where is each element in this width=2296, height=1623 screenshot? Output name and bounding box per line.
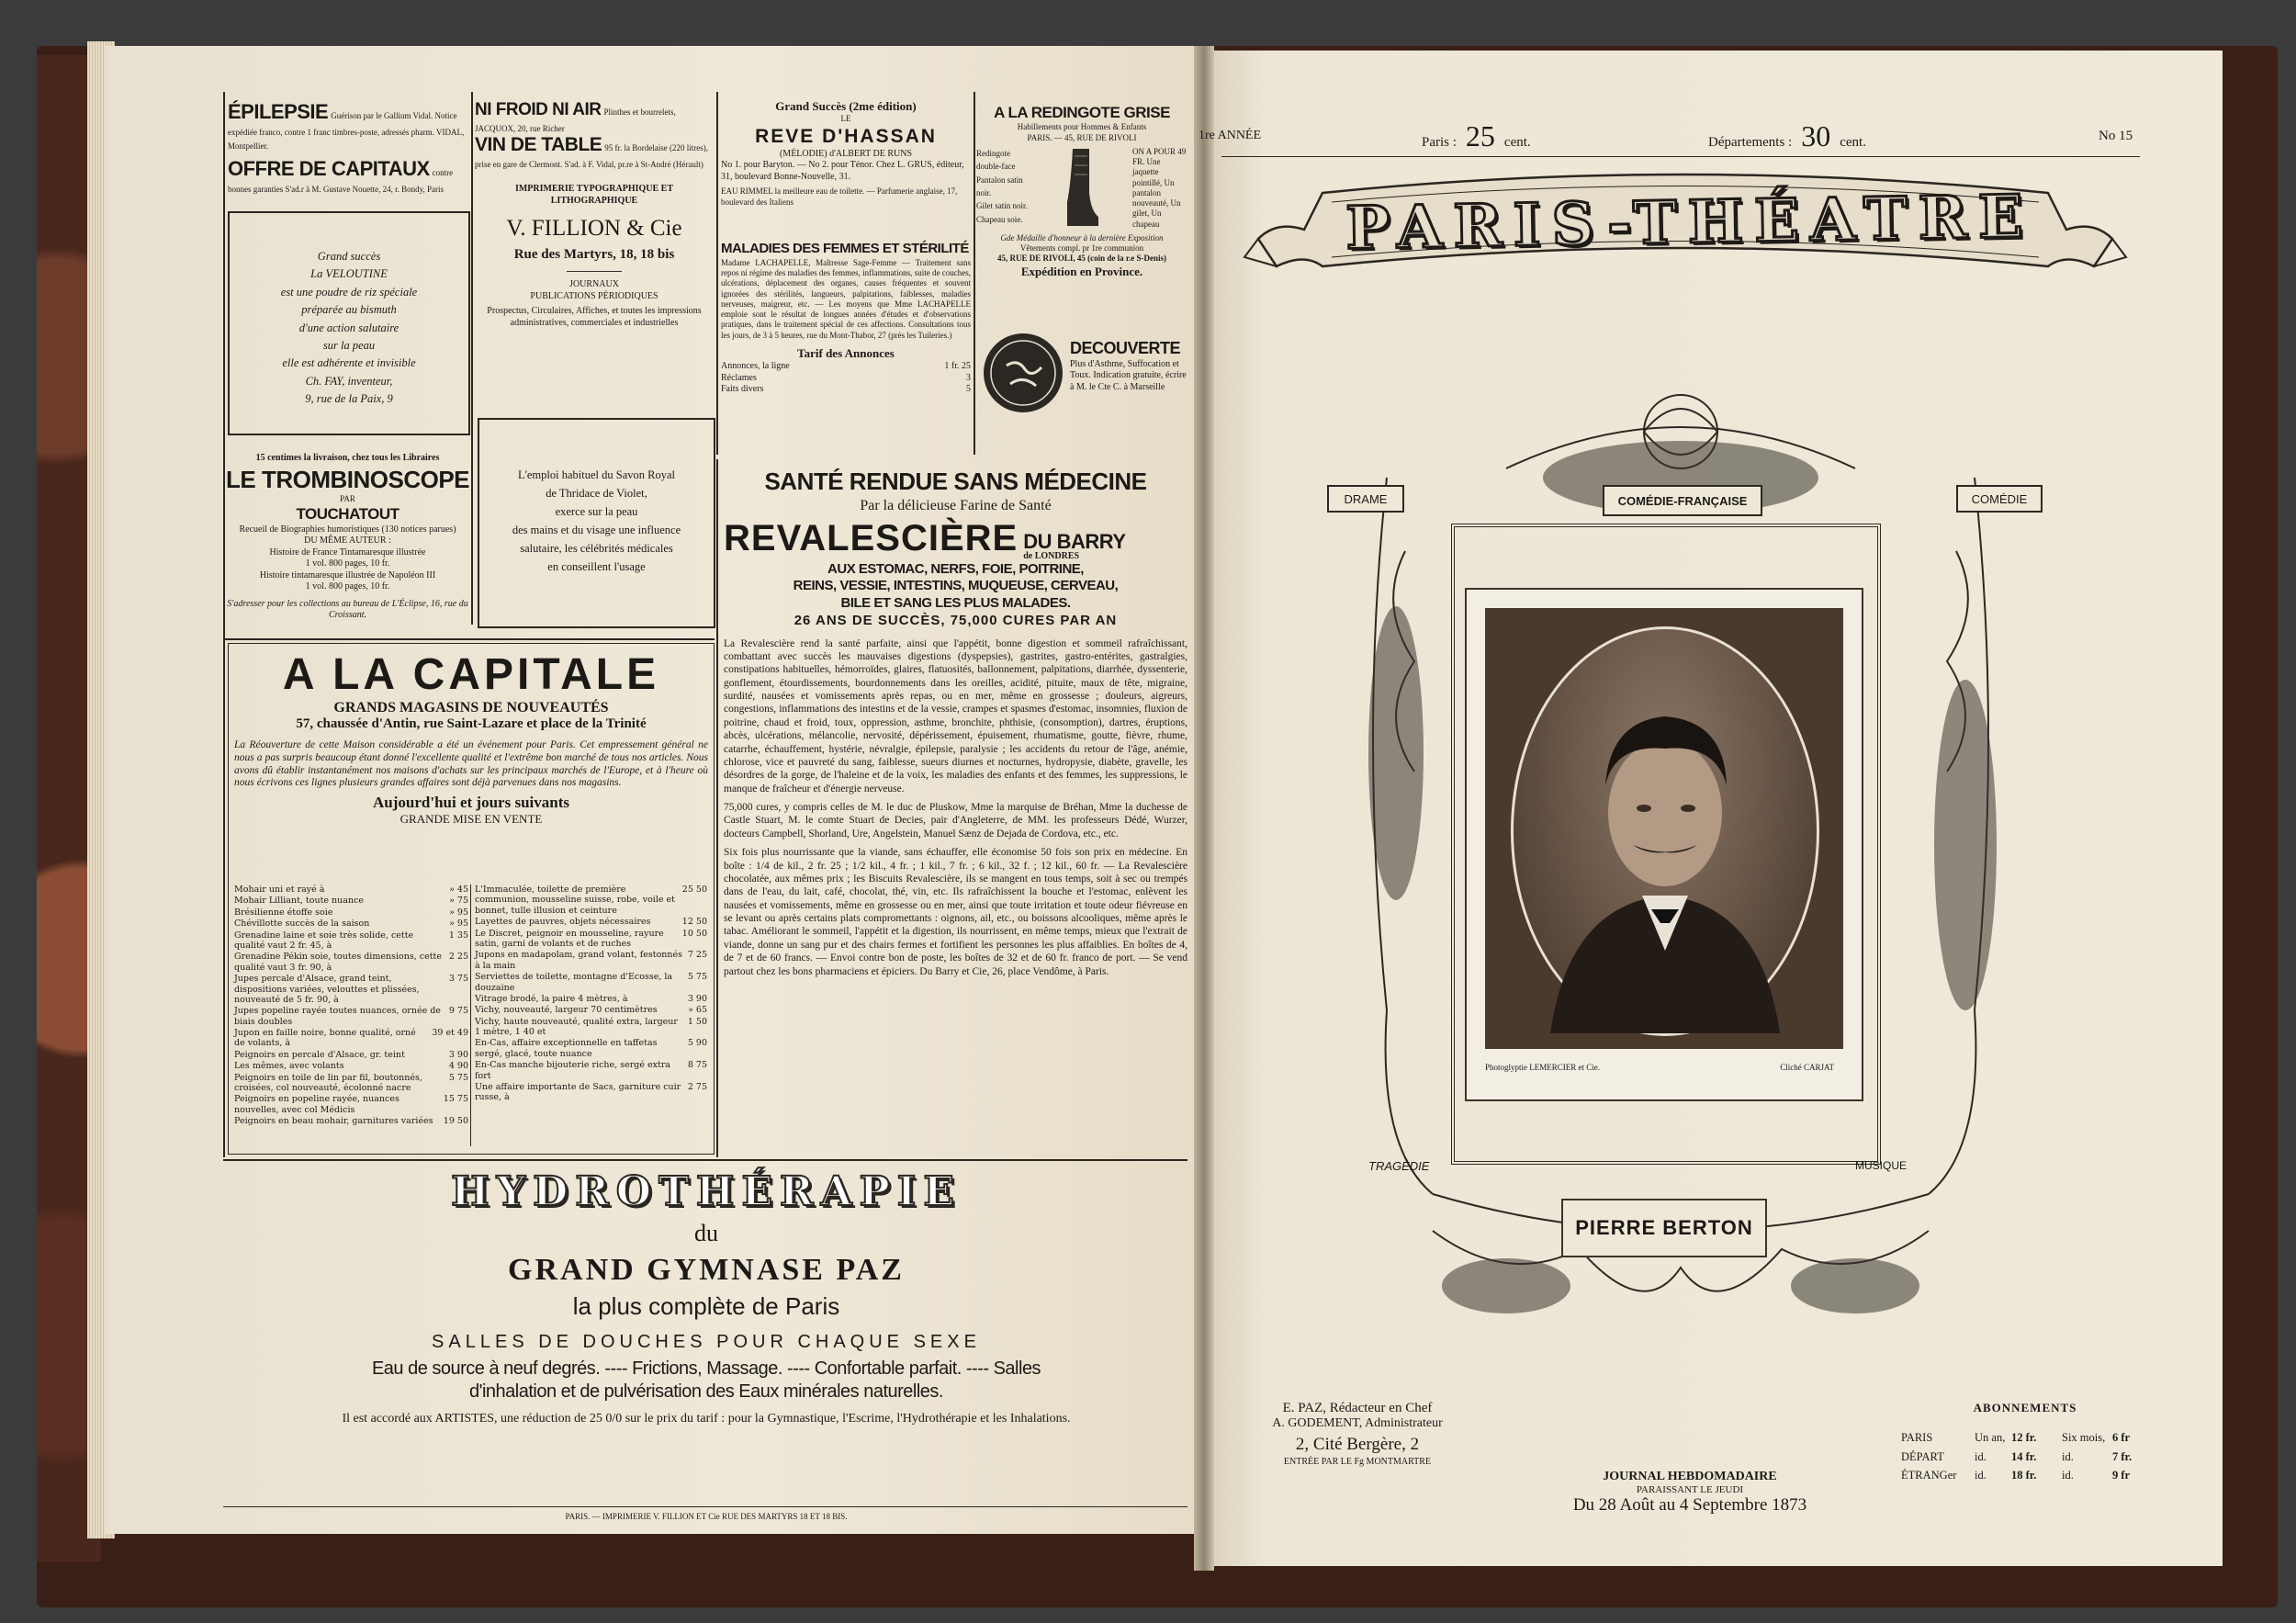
- price-value: 3 90: [687, 993, 707, 1004]
- veloutine-line: d'une action salutaire: [298, 321, 400, 334]
- revalesciere-london: de LONDRES: [1023, 550, 1080, 561]
- price-row: [234, 930, 468, 952]
- redingote-exp: Expédition en Province.: [1020, 264, 1143, 278]
- ad-vin-text: 95 fr. la Bordelaise (220 litres), prise en gare de Clermont. S'ad. à F. Vidal, pr.re à St-André (Hérault): [475, 143, 709, 170]
- capitale-list-left: [234, 885, 468, 1128]
- section-rule: [223, 1506, 1187, 1507]
- price-row: [234, 1028, 468, 1049]
- label-musique: MUSIQUE: [1855, 1159, 1908, 1172]
- price-paris-label: Paris :: [1422, 135, 1457, 150]
- veloutine-line: est une poudre de riz spéciale: [280, 285, 418, 299]
- price-value: 10 50: [681, 928, 707, 939]
- subscription-cell: 9 fr: [2112, 1469, 2131, 1482]
- tarif-label: Réclames: [721, 372, 757, 383]
- tarif-value: 3: [966, 372, 971, 383]
- price-value: » 65: [688, 1005, 707, 1016]
- price-row: [475, 885, 707, 916]
- price-row: [234, 974, 468, 1005]
- label-comedie: COMÉDIE: [1956, 485, 2043, 513]
- ad-vin-title: VIN DE TABLE: [475, 134, 602, 155]
- redingote-title: A LA REDINGOTE GRISE: [994, 104, 1170, 121]
- price-item: Mohair uni et rayé à: [234, 885, 325, 895]
- column-rule: [223, 92, 225, 1157]
- price-row: [475, 1017, 707, 1038]
- label-tragedie: TRAGÉDIE: [1368, 1159, 1430, 1173]
- sante-title: SANTÉ RENDUE SANS MÉDECINE: [764, 468, 1147, 495]
- price-value: » 75: [449, 896, 468, 907]
- price-value: 3 90: [448, 1049, 468, 1060]
- redingote-item: Gilet satin noir.: [976, 201, 1028, 211]
- fillion-name: V. FILLION & Cie: [506, 216, 682, 241]
- section-rule: [223, 1159, 1187, 1161]
- portrait-oval: [1511, 626, 1819, 1036]
- rimmel-text: EAU RIMMEL la meilleure eau de toilette. — Parfumerie anglaise, 17, boulevard des Italiens: [721, 186, 958, 207]
- veloutine-line: elle est adhérente et invisible: [282, 356, 416, 370]
- editor-line: E. PAZ, Rédacteur en Chef: [1282, 1401, 1433, 1415]
- hydro-note: Il est accordé aux ARTISTES, une réduction de 25 0/0 sur le prix du tarif : pour la Gymnastique, l'Escrime, l'Hydrothérapie et les Inhalations.: [342, 1411, 1071, 1426]
- price-row: [234, 1006, 468, 1027]
- capitale-mise: GRANDE MISE EN VENTE: [400, 812, 543, 827]
- price-item: Peignoirs en toile de lin par fil, boutonnés, croisées, col nouveauté, écolonné nacre: [234, 1072, 422, 1094]
- trombi-same: DU MÊME AUTEUR :: [304, 535, 391, 546]
- price-row: [234, 1061, 468, 1071]
- price-value: 25 50: [681, 885, 707, 895]
- ad-ni-froid: [475, 99, 714, 135]
- sante-l3: BILE ET SANG LES PLUS MALADES.: [840, 595, 1071, 611]
- ad-savon-box: [478, 418, 715, 628]
- ad-decouverte: [1070, 338, 1189, 393]
- capitale-list-right: [475, 885, 707, 1104]
- book-gutter: [1194, 46, 1214, 1571]
- ad-offre: [228, 156, 468, 196]
- price-row: [475, 917, 707, 927]
- masthead-price-paris: [1422, 119, 1531, 153]
- sante-l2: REINS, VESSIE, INTESTINS, MUQUEUSE, CERVEAU,: [793, 578, 1119, 594]
- ad-fillion: [475, 184, 714, 329]
- price-value: 19 50: [443, 1116, 468, 1127]
- subscription-cell: ÉTRANGer: [1901, 1469, 1957, 1482]
- price-row: [475, 1038, 707, 1059]
- fillion-journaux: JOURNAUX: [569, 279, 619, 289]
- price-row: [475, 950, 707, 971]
- revalesciere-du: DU BARRY: [1023, 529, 1126, 553]
- price-dept-unit: cent.: [1840, 135, 1866, 150]
- newspaper-title: PARIS-THÉATRE: [1345, 182, 2035, 264]
- capitale-addr: 57, chaussée d'Antin, rue Saint-Lazare et place de la Trinité: [296, 716, 647, 731]
- price-value: » 45: [449, 885, 468, 895]
- savon-line: exerce sur la peau: [555, 505, 638, 518]
- ad-froid-title: NI FROID NI AIR: [475, 100, 602, 119]
- hydro-plus: la plus complète de Paris: [572, 1292, 840, 1320]
- price-row: [234, 952, 468, 973]
- redingote-rivoli: 45, RUE DE RIVOLI, 45 (coin de la r.e S-Denis): [997, 254, 1166, 264]
- veloutine-line: sur la peau: [322, 338, 376, 352]
- price-row: [234, 1073, 468, 1094]
- ad-reve-hassan: [721, 99, 971, 208]
- ad-maladies: [721, 241, 971, 396]
- ad-capitale-box: [228, 643, 715, 1155]
- price-value: 5 90: [687, 1038, 707, 1049]
- price-item: Peignoirs en popeline rayée, nuances nouvelles, avec col Médicis: [234, 1094, 400, 1115]
- fillion-pubs: PUBLICATIONS PÉRIODIQUES: [530, 290, 658, 301]
- trombi-foot: S'adresser pour les collections au bureau de L'Éclipse, 16, rue du Croissant.: [227, 598, 468, 620]
- price-item: Vitrage brodé, la paire 4 mètres, à: [475, 993, 628, 1004]
- ad-revalesciere: [724, 467, 1187, 978]
- capitale-title: A LA CAPITALE: [282, 650, 660, 699]
- redingote-item: Redingote double-face: [976, 148, 1016, 172]
- journal-frequency: PARAISSANT LE JEUDI: [1636, 1484, 1744, 1495]
- masthead-rule: [1221, 156, 2140, 157]
- price-value: 39 et 49: [432, 1028, 468, 1039]
- price-row: [234, 907, 468, 918]
- price-row: [234, 1094, 468, 1115]
- subscription-rates: [1901, 1428, 2149, 1485]
- redingote-sub: Habillements pour Hommes & Enfants: [1017, 122, 1147, 132]
- price-item: L'Immaculée, toilette de première communion, mousseline suisse, robe, voile et bonnet, tulle illusion et ceinture: [475, 885, 675, 916]
- subscription-cell: Un an,: [1975, 1431, 2006, 1444]
- price-value: 7 25: [687, 950, 707, 961]
- redingote-vet: Vêtements compl. pr 1re communion: [1019, 243, 1144, 253]
- price-row: [234, 896, 468, 906]
- ad-epilepsie-title: ÉPILEPSIE: [228, 100, 329, 123]
- price-value: 2 75: [687, 1082, 707, 1093]
- ad-offre-title: OFFRE DE CAPITAUX: [228, 157, 430, 180]
- tarif-label: Annonces, la ligne: [721, 361, 790, 371]
- hydro-title: HYDROTHÉRAPIE: [451, 1168, 962, 1215]
- price-value: 5 75: [687, 972, 707, 983]
- subject-name-plate: PIERRE BERTON: [1561, 1199, 1767, 1257]
- sante-sub: Par la délicieuse Farine de Santé: [860, 497, 1052, 513]
- decouverte-medallion-icon: [981, 331, 1065, 415]
- trombi-v2: 1 vol. 800 pages, 10 fr.: [305, 581, 390, 592]
- fillion-lines: Prospectus, Circulaires, Affiches, et toutes les impressions administratives, commerciales et industrielles: [487, 306, 702, 328]
- price-row: [475, 1082, 707, 1103]
- masthead-price-dept: [1708, 119, 1866, 153]
- decouverte-text: Plus d'Asthme, Suffocation et Toux. Indication gratuite, écrire à M. le Cte C. à Marseille: [1070, 358, 1187, 392]
- tarif-label: Faits divers: [721, 384, 764, 394]
- column-rule: [974, 92, 975, 455]
- price-row: [234, 1050, 468, 1060]
- label-drame: DRAME: [1327, 485, 1404, 513]
- photo-credit-right: Cliché CARJAT: [1780, 1063, 1834, 1072]
- trombi-par: PAR: [340, 494, 355, 503]
- price-item: Vichy, nouveauté, largeur 70 centimètres: [475, 1005, 658, 1016]
- price-row: [475, 1005, 707, 1015]
- sante-p1: La Revalescière rend la santé parfaite, ainsi que l'appétit, bonne digestion et sommeil rafraîchissant, combattant avec succès les mauvaises digestions (dyspepsies), gastrites, gastro-entérites, gastralgies, constipations habituelles, hémorroïdes, glaires, flatuosités, ballonnement, palpitations, diarrhée, dyssenterie, gonflement, étourdissements, bourdonnements dans les oreilles, acidité, pituite, maux de tête, migraine, surdité, nausées et vomissements après repas, ou en mer, même en grossesse ; douleurs, aigreurs, congestions, inflammations des intestins et de la vessie, crampes et spasmes d'estomac, insomnies, fluxion de poitrine, chaud et froid, toux, oppression, asthme, bronchite, phthisie, (consomption), dartres, éruptions, abcès, ulcérations, mélancolie, nervosité, dépérissement, épuisement, rhumatisme, goutte, fièvre, rhume, catarrhe, échauffement, hystérie, névralgie, épilepsie, paralysie ; les accidents du retour de l'âge, anémie, chlorose, vice et pauvreté du sang, faiblesse, sueurs diurnes et nocturnes, hydropysie, diabète, gravelle, les désordres de la gorge, de l'haleine et de la voix, les maladies des enfants et des femmes, les suppressions, le manque de fraîcheur et d'énergie nerveuse.: [724, 637, 1187, 795]
- price-item: Mohair Lilliant, toute nuance: [234, 896, 365, 907]
- savon-line: des mains et du visage une influence: [512, 524, 681, 536]
- maladies-text: Madame LACHAPELLE, Maîtresse Sage-Femme — Traitement sans repos ni régime des maladies des femmes, inflammations, suite de couches, ulcérations, déplacement des organes, causes fréquentes et souvent ignorées des stérilités, langueurs, palpitations, faiblesses, maladies nerveuses, maigreur, etc. — Les moyens que Mme LACHAPELLE emploie sont le résultat de longues années d'études et d'observations pratiques, dans le traitement spécial de ces affections. Consultations tous les jours, de 3 à 5 heures, rue du Mont-Thabor, 27 (près les Tuileries.): [721, 257, 971, 340]
- decouverte-title: DECOUVERTE: [1070, 339, 1181, 357]
- redingote-item: Pantalon satin noir.: [976, 175, 1023, 197]
- hydro-gym: GRAND GYMNASE PAZ: [508, 1252, 905, 1287]
- admin-line: A. GODEMENT, Administrateur: [1272, 1416, 1443, 1430]
- savon-line: salutaire, les célébrités médicales: [520, 542, 673, 555]
- masthead-number: No 15: [2099, 129, 2133, 143]
- capitale-auj: Aujourd'hui et jours suivants: [373, 794, 569, 812]
- price-paris-unit: cent.: [1503, 135, 1531, 150]
- redingote-medal: Gde Médaille d'honneur à la dernière Exposition: [1000, 232, 1164, 242]
- veloutine-line: préparée au bismuth: [301, 303, 397, 317]
- revalesciere-brand: REVALESCIÈRE: [724, 517, 1019, 558]
- veloutine-line: Ch. FAY, inventeur,: [305, 374, 393, 388]
- subscription-cell: 12 fr.: [2011, 1431, 2037, 1444]
- capitale-sub: GRANDS MAGASINS DE NOUVEAUTÉS: [333, 700, 609, 716]
- label-comedie-francaise: COMÉDIE-FRANÇAISE: [1603, 485, 1762, 516]
- price-row: [475, 1060, 707, 1081]
- ad-veloutine-box: [228, 211, 470, 435]
- price-item: Chévillotte succès de la saison: [234, 919, 370, 930]
- column-rule: [716, 459, 718, 1157]
- price-row: [475, 972, 707, 993]
- ad-froid-text: Plinthes et bourrelets, JACQUOX, 20, rue Richer: [475, 107, 676, 133]
- price-item: Jupes percale d'Alsace, grand teint, dispositions variées, velouttes et plissées, nouveauté de 5 fr. 90, à: [234, 974, 420, 1005]
- price-value: 8 75: [687, 1060, 707, 1071]
- trombi-h2: Histoire tintamaresque illustrée de Napoléon III: [259, 569, 436, 580]
- ad-epilepsie-text: Guérison par le Gallium Vidal. Notice expédiée franco, contre 1 franc timbres-poste, adressés pharm. VIDAL, Montpellier.: [228, 111, 465, 151]
- subscription-cell: 6 fr: [2112, 1431, 2131, 1444]
- price-value: 9 75: [448, 1006, 468, 1017]
- price-row: [234, 885, 468, 895]
- price-value: 15 75: [443, 1094, 468, 1105]
- subscription-cell: 18 fr.: [2011, 1469, 2037, 1482]
- savon-line: L'emploi habituel du Savon Royal: [518, 468, 675, 481]
- entree-line: ENTRÉE PAR LE Fg MONTMARTRE: [1283, 1457, 1432, 1467]
- subscription-title: ABONNEMENTS: [1973, 1401, 2077, 1414]
- subscription-cell: id.: [2062, 1469, 2074, 1482]
- hassan-title: REVE D'HASSAN: [755, 125, 937, 147]
- savon-line: en conseillent l'usage: [547, 560, 646, 573]
- subscription-cell: Six mois,: [2062, 1431, 2106, 1444]
- subscription-cell: PARIS: [1901, 1431, 1933, 1444]
- subscription-cell: id.: [1975, 1469, 1986, 1482]
- tarif-value: 1 fr. 25: [944, 361, 971, 371]
- hydro-salles: SALLES DE DOUCHES POUR CHAQUE SEXE: [432, 1331, 981, 1352]
- imprint: PARIS. — IMPRIMERIE V. FILLION ET Cie RUE DES MARTYRS 18 ET 18 BIS.: [565, 1512, 848, 1521]
- hydro-du: du: [694, 1220, 718, 1246]
- price-item: Layettes de pauvres, objets nécessaires: [475, 917, 651, 928]
- sante-p3: Six fois plus nourrissante que la viande, sans échauffer, elle économise 50 fois son prix en médecine. En boîte : 1/4 de kil., 2 fr. 25 ; 1/2 kil., 4 fr. ; 1 kil., 7 fr. ; 6 kil., 32 f. ; 12 kil., 60 fr. — La Revalescière chocolatée, aux mêmes prix ; les Biscuits Revalescière, ils se mangent en tous temps, soit à sec ou trempés dans de l'eau, du lait, café, chocolat, thé, vin, etc. Ils rafraîchissent la bouche et l'estomac, enlèvent les nausées et vomissements, même en grossesse ou en mer, ainsi que toute irritation et toute odeur fiévreuse en se levant ou après certains plats compromettants : oignons, ail, etc., ou boissons alcooliques, même après le tabac. Améliorant le sommeil, l'appétit et la digestion, ils nourrissent, en même temps, mieux que l'extrait de viande, donne un sang pur et des chairs fermes et fortifient les personnes les plus affaiblies. En boîtes de 4, de 7 et de 60 francs. — Envoi contre bon de poste, les boîtes de 32 et de 60 fr. franco de port. — Se vend partout chez les bons pharmaciens et épiciers. Du Barry et Cie, 26, place Vendôme, à Paris.: [724, 847, 1187, 977]
- price-value: 1 35: [448, 930, 468, 941]
- ad-redingote: [976, 103, 1187, 279]
- ad-hydrotherapie: [225, 1167, 1187, 1426]
- redingote-item: Chapeau soie.: [976, 214, 1023, 224]
- address-line: 2, Cité Bergère, 2: [1295, 1435, 1420, 1454]
- price-item: Grenadine Pékin soie, toutes dimensions, cette qualité vaut 3 fr. 90, à: [234, 952, 442, 973]
- column-rule: [716, 92, 718, 455]
- portrait-card: [1465, 588, 1863, 1101]
- tarif-value: 5: [966, 384, 971, 394]
- price-item: Peignoirs en percale d'Alsace, gr. teint: [234, 1049, 405, 1060]
- price-item: Serviettes de toilette, montagne d'Ecosse, la douzaine: [475, 972, 673, 993]
- veloutine-line: La VELOUTINE: [310, 267, 388, 281]
- price-value: 1 50: [687, 1016, 707, 1027]
- fillion-address: Rue des Martyrs, 18, 18 bis: [513, 247, 675, 263]
- subscription-row: [1901, 1466, 2149, 1485]
- ad-offre-text: contre bonnes garanties S'ad.r à M. Gustave Nouette, 24, r. Bondy, Paris: [228, 168, 454, 194]
- trombi-v1: 1 vol. 800 pages, 10 fr.: [305, 558, 390, 569]
- price-dept-label: Départements :: [1708, 135, 1793, 150]
- hassan-sub: (MÉLODIE) d'ALBERT DE RUNS: [779, 148, 913, 159]
- trombi-h1: Histoire de France Tintamaresque illustrée: [269, 547, 426, 558]
- trombi-sub: Recueil de Biographies humoristiques (130 notices parues): [239, 524, 456, 535]
- price-value: 4 90: [448, 1061, 468, 1072]
- price-value: 2 25: [448, 952, 468, 963]
- ad-trombinoscope: [226, 453, 469, 622]
- subscription-block: [1901, 1401, 2149, 1485]
- subscription-cell: id.: [1975, 1449, 1986, 1463]
- maladies-title: MALADIES DES FEMMES ET STÉRILITÉ: [721, 241, 969, 256]
- sante-l1: AUX ESTOMAC, NERFS, FOIE, POITRINE,: [827, 560, 1084, 577]
- capitale-intro: La Réouverture de cette Maison considérable a été un événement pour Paris. Cet empressement général ne nous a pas surpris beaucoup étant donné l'excellente qualité et l'extrême bon marché de tous nos articles. Nous avons dû établir instantanément nos maisons d'achats sur les principaux marchés de l'Europe, et à l'heure où nous écrivons ces lignes plusieurs grandes affaires sont déjà parvenues dans nos magasins.: [234, 739, 708, 789]
- journal-type: JOURNAL HEBDOMADAIRE: [1603, 1470, 1777, 1483]
- price-item: En-Cas, affaire exceptionnelle en taffetas sergé, glacé, toute nuance: [475, 1038, 658, 1059]
- boot-illustration-icon: [1064, 147, 1100, 228]
- hassan-top: Grand Succès (2me édition): [775, 99, 917, 113]
- editorial-block: [1220, 1401, 1495, 1467]
- ad-epilepsie: [228, 99, 468, 152]
- price-value: » 95: [449, 919, 468, 930]
- price-paris-value: 25: [1465, 119, 1495, 152]
- price-row: [475, 994, 707, 1004]
- ad-vin: [475, 133, 714, 171]
- column-rule: [471, 92, 473, 625]
- price-row: [234, 1116, 468, 1126]
- price-item: Grenadine laine et soie très solide, cette qualité vaut 2 fr. 45, à: [234, 930, 414, 951]
- hassan-le: LE: [840, 114, 851, 124]
- price-item: Jupons en madapolam, grand volant, festonnés à la main: [475, 950, 683, 971]
- trombi-title: LE TROMBINOSCOPE: [226, 465, 470, 493]
- portrait-figure-icon: [1514, 629, 1817, 1033]
- price-item: Vichy, haute nouveauté, qualité extra, largeur 1 mètre, 1 40 et: [475, 1016, 678, 1038]
- price-item: Brésilienne étoffe soie: [234, 907, 333, 918]
- price-item: Peignoirs en beau mohair, garnitures variées: [234, 1116, 433, 1127]
- tarif-title: Tarif des Annonces: [797, 345, 895, 360]
- price-value: 3 75: [448, 974, 468, 985]
- subscription-cell: 14 fr.: [2011, 1449, 2037, 1463]
- hydro-inh: d'inhalation et de pulvérisation des Eaux minérales naturelles.: [469, 1381, 943, 1402]
- portrait-photo: [1485, 608, 1843, 1049]
- price-dept-value: 30: [1801, 119, 1831, 152]
- price-row: [234, 919, 468, 929]
- price-item: Jupes popeline rayée toutes nuances, ornée de biais doubles: [234, 1006, 441, 1027]
- price-item: Une affaire importante de Sacs, garniture cuir russe, à: [475, 1082, 681, 1103]
- sante-p2: 75,000 cures, y compris celles de M. le duc de Pluskow, Mme la marquise de Bréhan, Mme la duchesse de Castle Stuart, M. le comte Stuart de Decies, pair d'Angleterre, de MM. les professeurs Dédé, Wurzer, docteurs Campbell, Shorland, Ure, Angelstein, Manuel Sænz de Dejada de Cordova, etc., etc.: [724, 802, 1187, 840]
- redingote-right: ON A POUR 49 FR. Une jaquette pointillé, Un pantalon nouveauté, Un gilet, Un chapeau: [1132, 146, 1187, 229]
- fillion-top: IMPRIMERIE TYPOGRAPHIQUE ET LITHOGRAPHIQUE: [514, 184, 674, 206]
- redingote-addr: PARIS. — 45, RUE DE RIVOLI: [1027, 132, 1137, 142]
- hydro-eau: Eau de source à neuf degrés. ---- Frictions, Massage. ---- Confortable parfait. ---- Salles: [371, 1358, 1041, 1379]
- savon-line: de Thridace de Violet,: [546, 487, 647, 500]
- price-item: Les mêmes, avec volants: [234, 1061, 344, 1072]
- price-row: [475, 929, 707, 950]
- price-item: Le Discret, peignoir en mousseline, rayure satin, garni de volants et de ruches: [475, 928, 664, 949]
- publication-block: [1506, 1470, 1874, 1516]
- trombi-author: TOUCHATOUT: [296, 505, 400, 524]
- price-value: 12 50: [681, 917, 707, 928]
- subscription-row: [1901, 1428, 2149, 1448]
- masthead-year: 1re ANNÉE: [1199, 129, 1262, 142]
- sante-l4: 26 ANS DE SUCCÈS, 75,000 CURES PAR AN: [793, 612, 1118, 628]
- price-item: Jupon en faille noire, bonne qualité, orné de volants, à: [234, 1028, 416, 1049]
- photo-credit-left: Photoglyptie LEMERCIER et Cie.: [1485, 1063, 1600, 1072]
- veloutine-line: 9, rue de la Paix, 9: [305, 392, 393, 405]
- trombi-top: 15 centimes la livraison, chez tous les Libraires: [255, 453, 440, 463]
- subscription-cell: 7 fr.: [2112, 1449, 2133, 1463]
- issue-dates: Du 28 Août au 4 Septembre 1873: [1572, 1495, 1807, 1515]
- price-value: 5 75: [448, 1072, 468, 1083]
- hassan-text: No 1. pour Baryton. — No 2. pour Ténor. Chez L. GRUS, éditeur, 31, boulevard Bonne-Nouvelle, 31.: [721, 160, 964, 182]
- section-rule: [223, 638, 715, 640]
- subscription-row: [1901, 1448, 2149, 1467]
- veloutine-line: Grand succès: [317, 250, 381, 263]
- subscription-cell: DÉPART: [1901, 1449, 1944, 1463]
- price-item: En-Cas manche bijouterie riche, sergé extra fort: [475, 1060, 670, 1081]
- subscription-cell: id.: [2062, 1449, 2074, 1463]
- price-value: » 95: [449, 907, 468, 918]
